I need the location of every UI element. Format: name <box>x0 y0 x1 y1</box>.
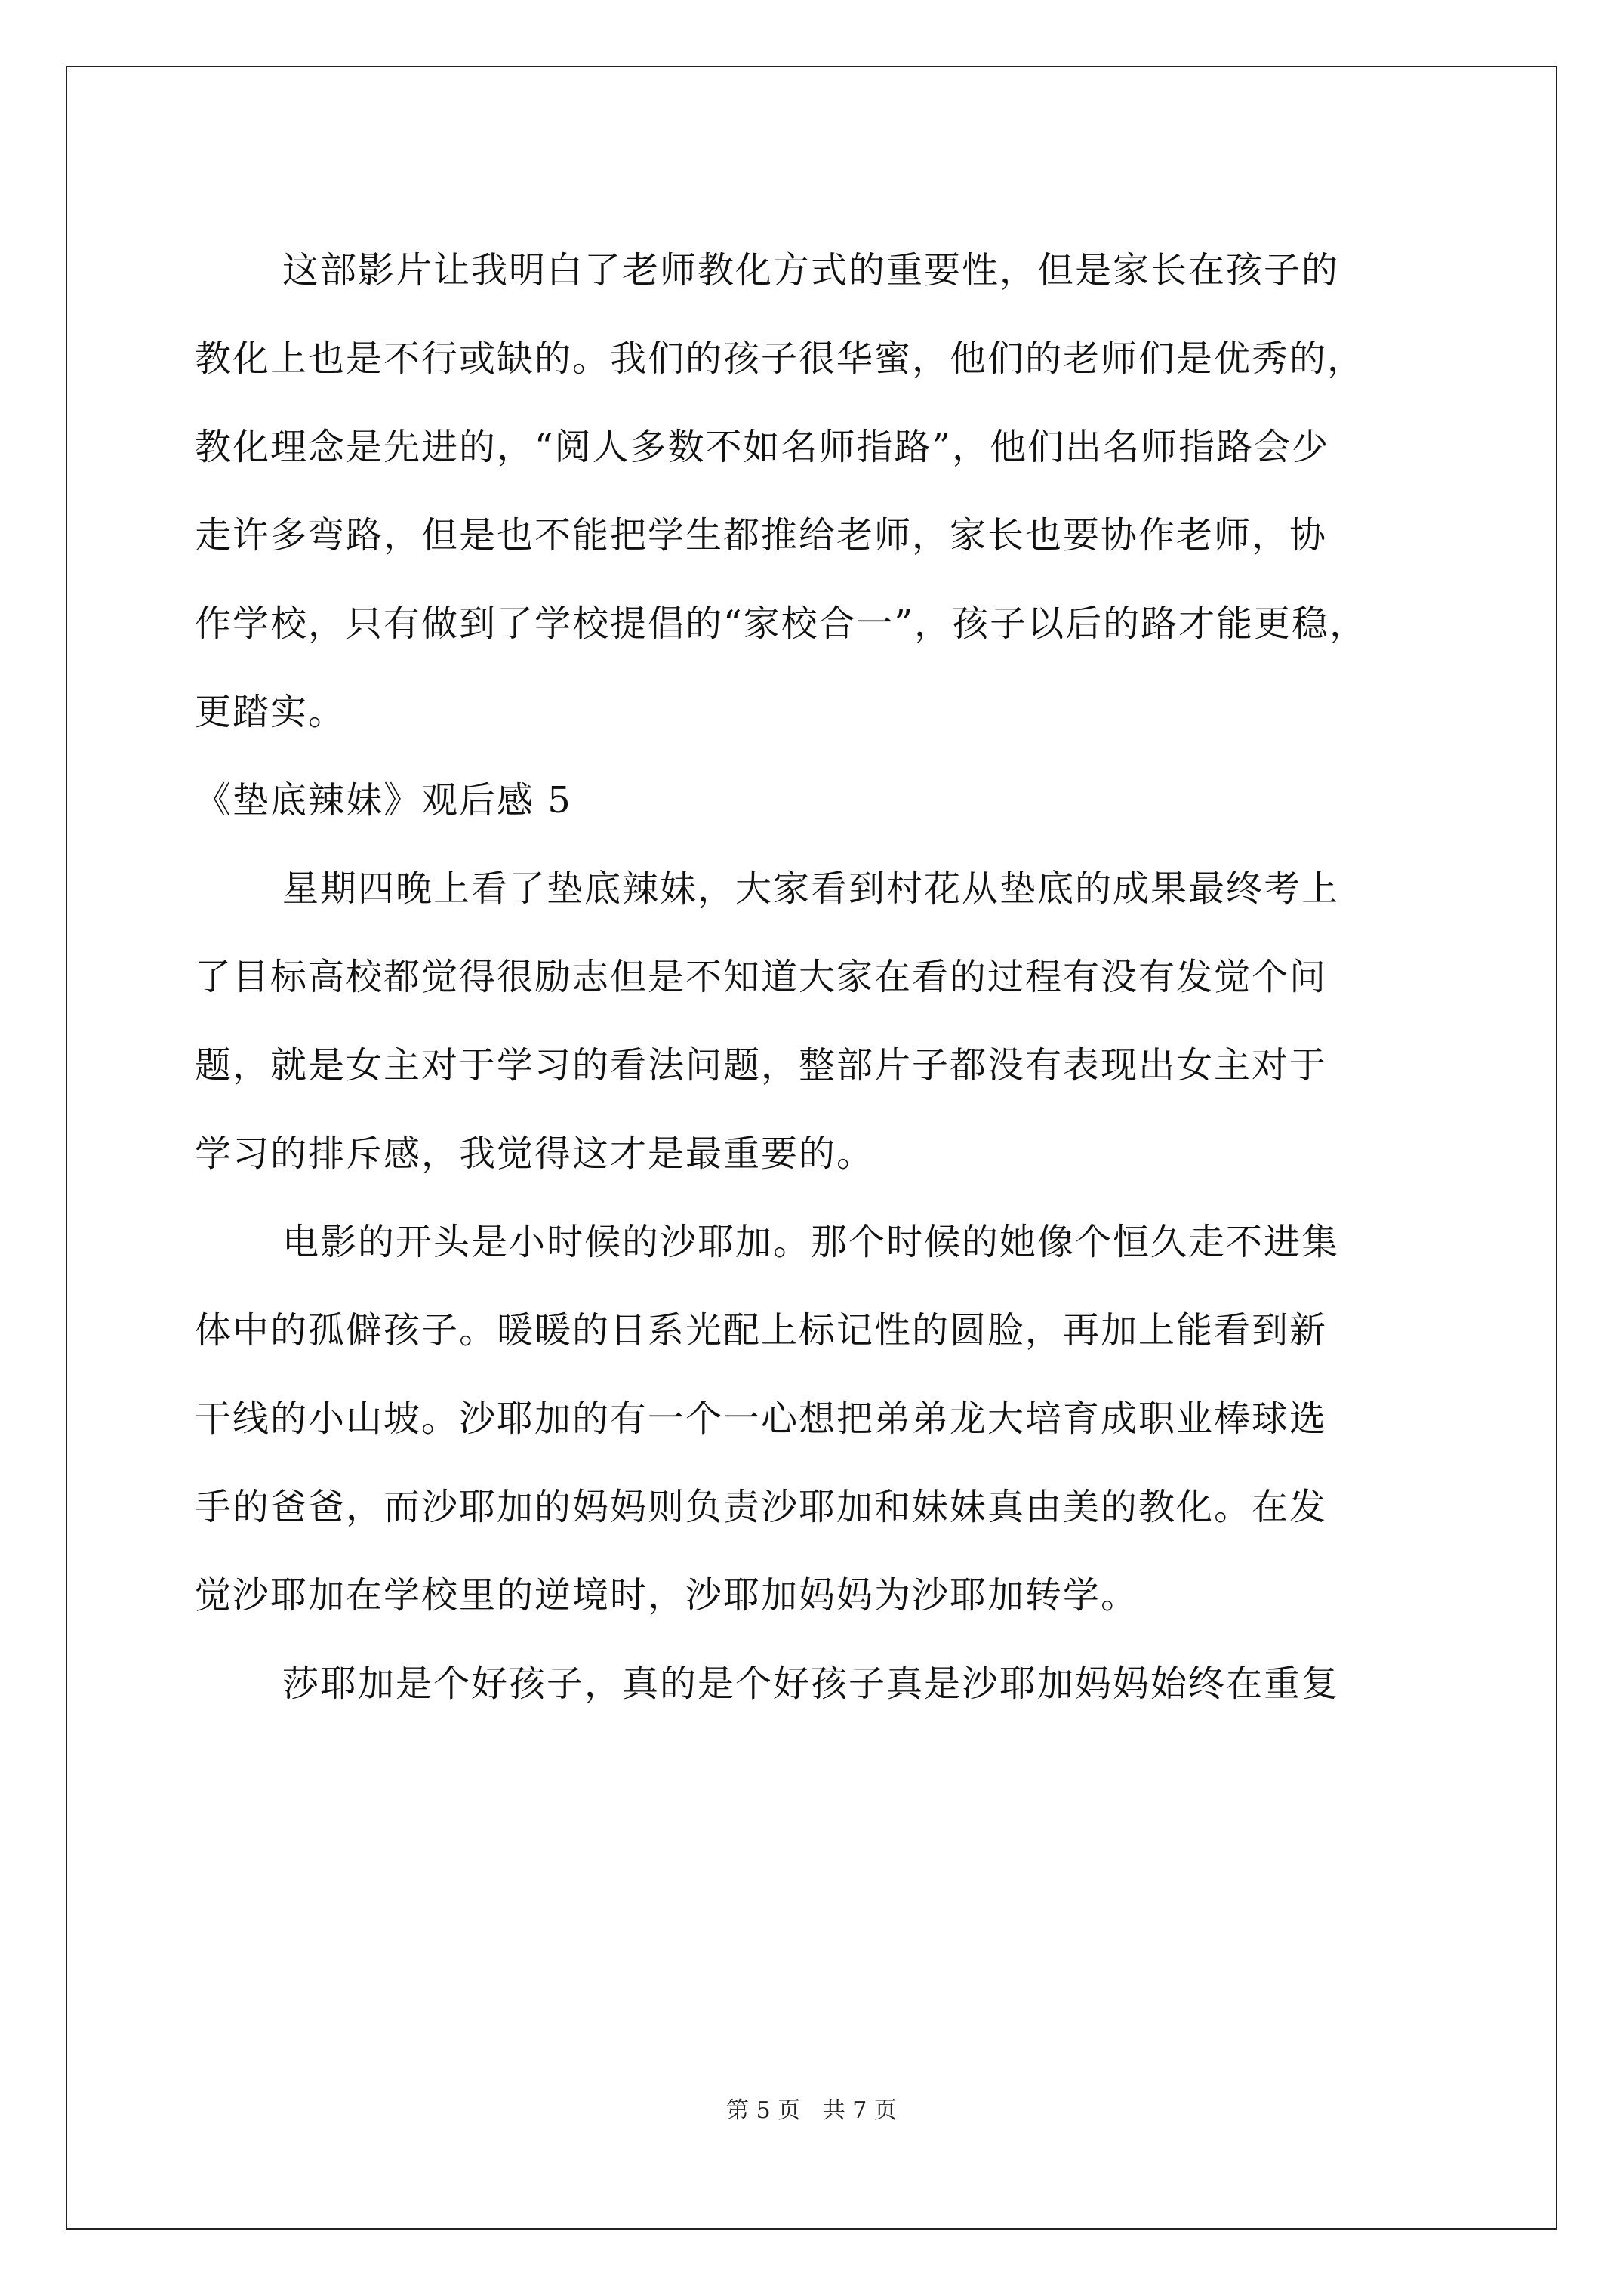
paragraph-line: 觉沙耶加在学校里的逆境时，沙耶加妈妈为沙耶加转学。 <box>195 1574 1139 1616</box>
paragraph-4 <box>195 1640 1433 1728</box>
paragraph-2 <box>195 845 1433 1198</box>
section-heading: 《垫底辣妹》观后感 5 <box>195 779 572 821</box>
page-number: 第 5 页 <box>726 2097 801 2124</box>
paragraph-line: 学习的排斥感，我觉得这才是最重要的。 <box>195 1133 875 1175</box>
paragraph-line: 题，就是女主对于学习的看法问题，整部片子都没有表现出女主对于 <box>195 1044 1328 1086</box>
paragraph-line: 走许多弯路，但是也不能把学生都推给老师，家长也要协作老师，协 <box>195 514 1328 556</box>
paragraph-line: 体中的孤僻孩子。暖暖的日系光配上标记性的圆脸，再加上能看到新 <box>195 1309 1328 1351</box>
paragraph-line: 作学校，只有做到了学校提倡的“家校合一”，孩子以后的路才能更稳， <box>195 603 1368 645</box>
paragraph-line: 了目标高校都觉得很励志但是不知道大家在看的过程有没有发觉个问 <box>195 956 1328 998</box>
paragraph-line: 教化理念是先进的，“阅人多数不如名师指路”，他们出名师指路会少 <box>195 426 1330 468</box>
document-body <box>195 227 1433 1728</box>
paragraph-line: 这部影片让我明白了老师教化方式的重要性，但是家长在孩子的 <box>282 249 1340 291</box>
paragraph-line: 手的爸爸，而沙耶加的妈妈则负责沙耶加和妹妹真由美的教化。在发 <box>195 1486 1328 1528</box>
paragraph-3 <box>195 1198 1433 1640</box>
paragraph-line: 星期四晚上看了垫底辣妹，大家看到村花从垫底的成果最终考上 <box>282 868 1340 910</box>
paragraph-line: 干线的小山坡。沙耶加的有一个一心想把弟弟龙大培育成职业棒球选 <box>195 1398 1328 1440</box>
paragraph-line: 更踏实。 <box>195 691 346 733</box>
paragraph-line: 电影的开头是小时候的沙耶加。那个时候的她像个恒久走不进集 <box>282 1221 1340 1263</box>
page-total: 共 7 页 <box>822 2097 897 2124</box>
paragraph-line: 教化上也是不行或缺的。我们的孩子很华蜜，他们的老师们是优秀的， <box>195 337 1366 380</box>
paragraph-1 <box>195 227 1433 757</box>
paragraph-line: 莎耶加是个好孩子，真的是个好孩子真是沙耶加妈妈始终在重复 <box>282 1663 1340 1705</box>
page-footer <box>0 2091 1623 2125</box>
